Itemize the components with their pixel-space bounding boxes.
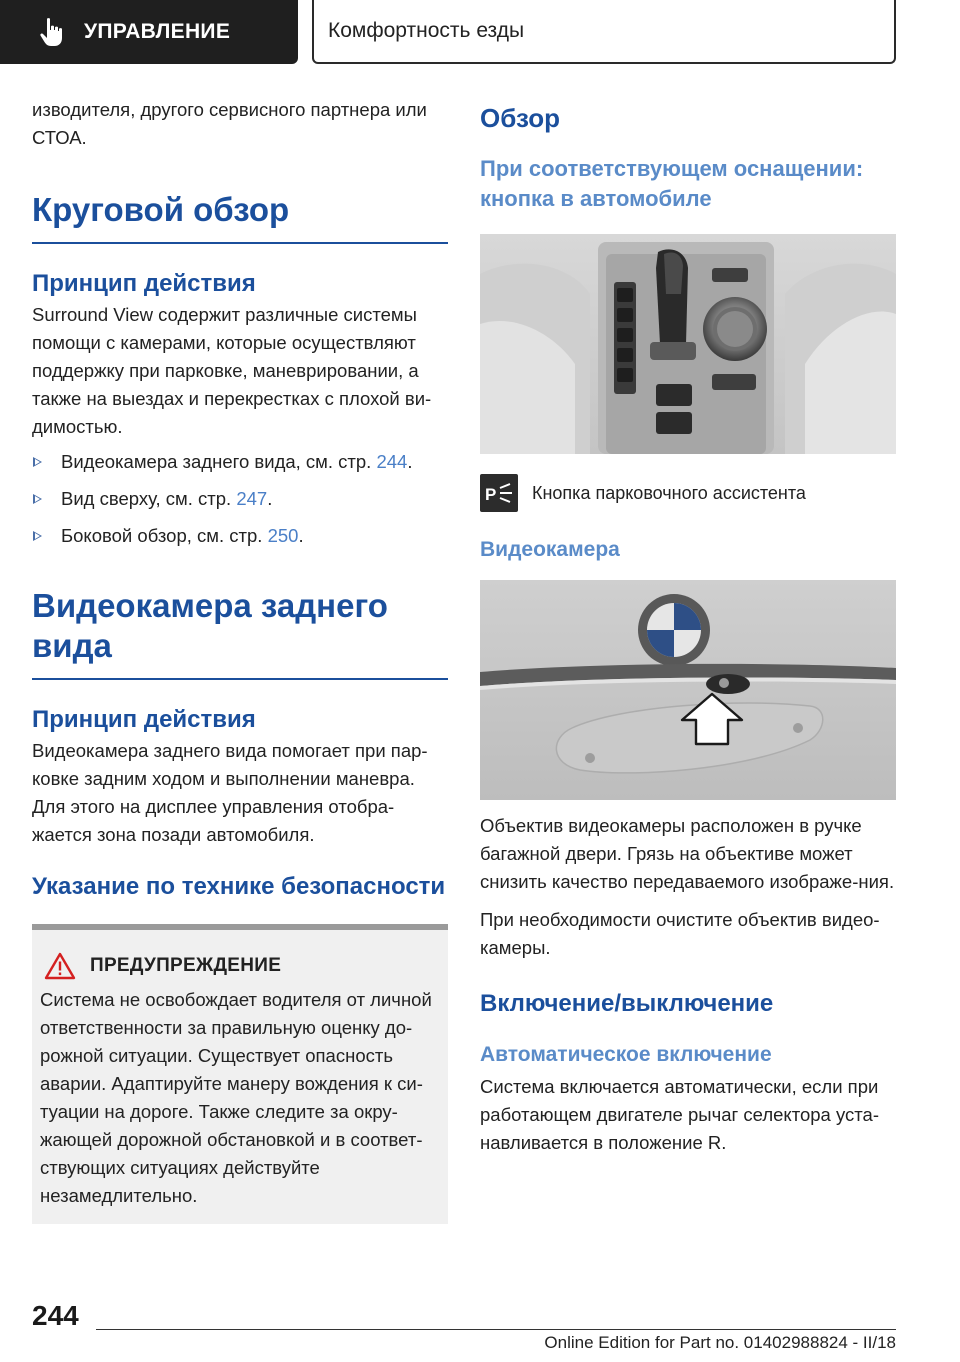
heading-safety: Указание по технике безопасности — [32, 873, 446, 900]
warning-title: ПРЕДУПРЕЖДЕНИЕ — [90, 955, 282, 976]
auto-on-paragraph: Система включается автоматически, если при работающем двигателе рычаг селектора уста‐навливается в положение R. — [480, 1076, 879, 1153]
bullet-triangle-icon — [33, 457, 42, 467]
principle-2-paragraph: Видеокамера заднего вида помогает при пар‐ковке задним ходом и выполнении маневра. Для этого на дисплее управления отобра‐жается зона позади автомобиля. — [32, 740, 428, 845]
intro-paragraph: изводителя, другого сервисного партнера или СТОА. — [32, 99, 427, 148]
list-item: Боковой обзор, см. стр. 250. — [32, 522, 448, 550]
list-item: Вид сверху, см. стр. 247. — [32, 485, 448, 513]
heading-camera: Видеокамера — [480, 538, 620, 561]
parking-button-caption — [480, 474, 896, 512]
warning-box — [32, 924, 448, 1224]
page-link[interactable]: 250 — [267, 525, 299, 546]
svg-text:P: P — [485, 485, 497, 504]
lens-paragraph: Объектив видеокамеры расположен в ручке багажной двери. Грязь на объективе может снизить качество передаваемого изображе‐ния. — [480, 815, 895, 892]
edition-text: Online Edition for Part no. 01402988824 - II/18 — [544, 1333, 896, 1352]
warning-text: Система не освобождает водителя от личной ответственности за правильную оценку до‐рожной ситуации. Существует опасность аварии. Адаптируйте манеру вождения к си‐туации на дороге. Также следите за окру‐жающей дорожной обстановкой и в соответ‐ствующих ситуациях действуйте незамедлительно. — [40, 989, 432, 1206]
left-column — [32, 96, 448, 1224]
section-tab — [0, 0, 298, 64]
chapter-title: Комфортность езды — [328, 19, 525, 42]
bullet-triangle-icon — [33, 494, 42, 504]
warning-triangle-icon — [44, 952, 76, 980]
rear-camera-photo — [480, 580, 896, 800]
caption-text: Кнопка парковочного ассистента — [532, 482, 806, 503]
heading-equipment-button: При соответствующем оснащении: кнопка в автомобиле — [480, 156, 864, 211]
surround-view-list — [32, 448, 448, 550]
chapter-tab — [312, 0, 896, 64]
heading-rule — [32, 242, 448, 244]
page-link[interactable]: 247 — [236, 488, 268, 509]
heading-rear-camera: Видеокамера заднего вида — [32, 587, 388, 664]
parking-assistant-icon — [480, 474, 518, 512]
heading-surround-view: Круговой обзор — [32, 191, 290, 228]
principle-1-paragraph: Surround View содержит различные системы помощи с камерами, которые осуществляют поддержку при парковке, маневрировании, а также на выездах и перекрестках с плохой ви‐димостью. — [32, 304, 432, 437]
list-item: Видеокамера заднего вида, см. стр. 244. — [32, 448, 448, 476]
heading-principle-2: Принцип действия — [32, 706, 256, 733]
footer-rule — [96, 1329, 896, 1330]
section-title: УПРАВЛЕНИЕ — [84, 20, 231, 43]
heading-overview: Обзор — [480, 103, 560, 133]
clean-paragraph: При необходимости очистите объектив видео‐камеры. — [480, 909, 880, 958]
bullet-triangle-icon — [33, 531, 42, 541]
heading-rule — [32, 678, 448, 680]
heading-principle-1: Принцип действия — [32, 270, 256, 297]
right-column — [480, 96, 896, 1157]
center-console-photo — [480, 234, 896, 454]
heading-auto-on: Автоматическое включение — [480, 1043, 772, 1066]
hand-pointer-icon — [38, 17, 66, 47]
page-number: 244 — [32, 1300, 79, 1331]
heading-on-off: Включение/выключение — [480, 990, 774, 1017]
page-link[interactable]: 244 — [376, 451, 408, 472]
